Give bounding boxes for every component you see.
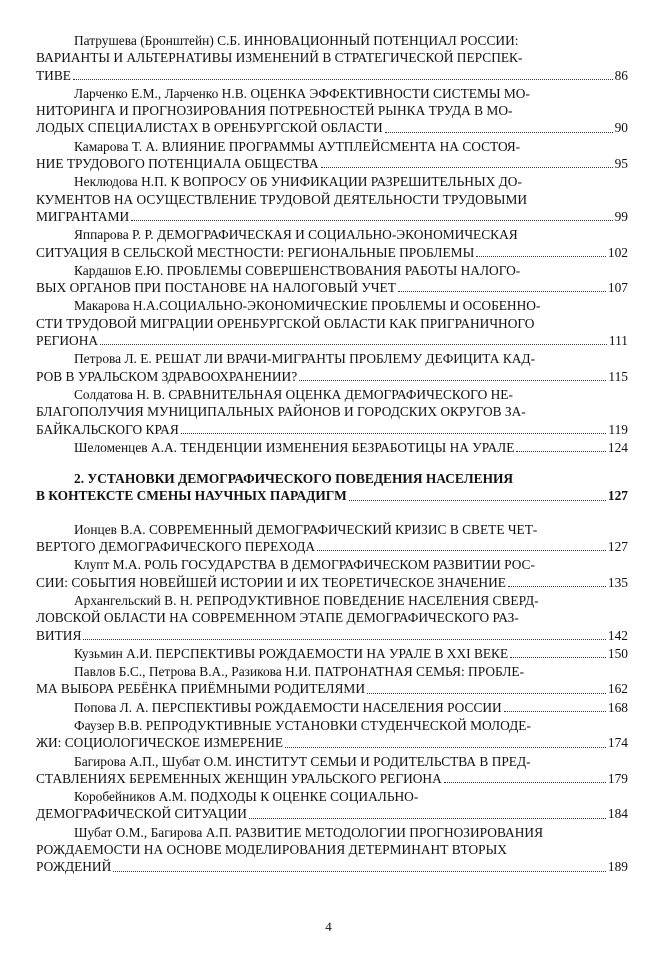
toc-entry bbox=[36, 350, 628, 385]
toc-entry-last-line bbox=[36, 421, 628, 438]
toc-entry-line: Павлов Б.С., Петрова В.А., Разикова Н.И. ПАТРОНАТНАЯ СЕМЬЯ: ПРОБЛЕ- bbox=[74, 664, 525, 680]
dot-leader bbox=[83, 638, 606, 640]
toc-entry bbox=[36, 138, 628, 173]
toc-entry-line: Камарова Т. А. ВЛИЯНИЕ ПРОГРАММЫ АУТПЛЕЙСМЕНТА НА СОСТОЯ- bbox=[74, 138, 521, 154]
table-of-contents bbox=[36, 32, 628, 877]
toc-entry-last-line bbox=[36, 770, 628, 787]
dot-leader bbox=[299, 379, 606, 381]
dot-leader bbox=[385, 131, 613, 133]
toc-entry-title-end: РЕГИОНА bbox=[36, 333, 99, 349]
section-heading bbox=[36, 470, 628, 505]
dot-leader bbox=[100, 343, 607, 345]
toc-entry-line: Солдатова Н. В. СРАВНИТЕЛЬНАЯ ОЦЕНКА ДЕМОГРАФИЧЕСКОГО НЕ- bbox=[74, 386, 513, 402]
page-ref: 124 bbox=[607, 439, 628, 455]
page-ref: 174 bbox=[607, 735, 628, 751]
page-ref: 142 bbox=[607, 627, 628, 643]
dot-leader bbox=[317, 549, 606, 551]
toc-entry-line: Багирова А.П., Шубат О.М. ИНСТИТУТ СЕМЬИ И РОДИТЕЛЬСТВА В ПРЕД- bbox=[74, 753, 531, 769]
dot-leader bbox=[504, 710, 606, 712]
toc-entry-title-end: ВИТИЯ bbox=[36, 627, 82, 643]
page-ref: 119 bbox=[608, 421, 628, 437]
section-heading-line: 2. УСТАНОВКИ ДЕМОГРАФИЧЕСКОГО ПОВЕДЕНИЯ НАСЕЛЕНИЯ bbox=[74, 471, 514, 487]
toc-entry-last-line bbox=[36, 368, 628, 385]
toc-entry-line: Ионцев В.А. СОВРЕМЕННЫЙ ДЕМОГРАФИЧЕСКИЙ КРИЗИС В СВЕТЕ ЧЕТ- bbox=[74, 521, 538, 537]
page-ref: 102 bbox=[607, 244, 628, 260]
page-number: 4 bbox=[325, 919, 332, 934]
dot-leader bbox=[367, 692, 606, 694]
toc-entry-last-line bbox=[36, 805, 628, 822]
toc-entry-line: БЛАГОПОЛУЧИЯ МУНИЦИПАЛЬНЫХ РАЙОНОВ И ГОРОДСКИХ ОКРУГОВ ЗА- bbox=[36, 404, 526, 420]
toc-entry bbox=[36, 753, 628, 788]
toc-entry bbox=[36, 521, 628, 556]
toc-entry-title-end: Попова Л. А. ПЕРСПЕКТИВЫ РОЖДАЕМОСТИ НАСЕЛЕНИЯ РОССИИ bbox=[74, 699, 502, 715]
toc-entry-line: ЛОВСКОЙ ОБЛАСТИ НА СОВРЕМЕННОМ ЭТАПЕ ДЕМОГРАФИЧЕСКОГО РАЗ- bbox=[36, 610, 519, 626]
toc-list-part-1 bbox=[36, 32, 628, 456]
toc-entry bbox=[36, 85, 628, 137]
toc-entry-line: Клупт М.А. РОЛЬ ГОСУДАРСТВА В ДЕМОГРАФИЧЕСКОМ РАЗВИТИИ РОС- bbox=[74, 557, 535, 573]
toc-entry-title-end: СИИ: СОБЫТИЯ НОВЕЙШЕЙ ИСТОРИИ И ИХ ТЕОРЕТИЧЕСКОЕ ЗНАЧЕНИЕ bbox=[36, 574, 506, 590]
toc-entry-line: Неклюдова Н.П. К ВОПРОСУ ОБ УНИФИКАЦИИ РАЗРЕШИТЕЛЬНЫХ ДО- bbox=[74, 174, 522, 190]
dot-leader bbox=[113, 870, 606, 872]
toc-entry-title-end: СТАВЛЕНИЯХ БЕРЕМЕННЫХ ЖЕНЩИН УРАЛЬСКОГО РЕГИОНА bbox=[36, 770, 442, 786]
toc-entry-title-end: Кузьмин А.И. ПЕРСПЕКТИВЫ РОЖДАЕМОСТИ НА УРАЛЕ В XXI ВЕКЕ bbox=[74, 645, 509, 661]
page-ref: 86 bbox=[614, 67, 628, 83]
dot-leader bbox=[249, 817, 606, 819]
toc-entry-last-line bbox=[36, 67, 628, 84]
toc-entry-last-line bbox=[36, 439, 628, 456]
toc-entry-title-end: Шеломенцев А.А. ТЕНДЕНЦИИ ИЗМЕНЕНИЯ БЕЗРАБОТИЦЫ НА УРАЛЕ bbox=[74, 439, 515, 455]
page-ref: 99 bbox=[614, 208, 628, 224]
dot-leader bbox=[285, 746, 606, 748]
toc-list-part-2 bbox=[36, 521, 628, 876]
toc-entry bbox=[36, 592, 628, 644]
toc-entry-line: СТИ ТРУДОВОЙ МИГРАЦИИ ОРЕНБУРГСКОЙ ОБЛАСТИ КАК ПРИГРАНИЧНОГО bbox=[36, 315, 535, 331]
toc-entry-line: Фаузер В.В. РЕПРОДУКТИВНЫЕ УСТАНОВКИ СТУДЕНЧЕСКОЙ МОЛОДЕ- bbox=[74, 717, 531, 733]
toc-entry bbox=[36, 173, 628, 225]
page-ref: 127 bbox=[607, 488, 628, 504]
dot-leader bbox=[181, 432, 607, 434]
page-ref: 168 bbox=[607, 699, 628, 715]
toc-entry-last-line bbox=[36, 699, 628, 716]
toc-entry-last-line bbox=[36, 208, 628, 225]
toc-entry-title-end: ДЕМОГРАФИЧЕСКОЙ СИТУАЦИИ bbox=[36, 806, 247, 822]
dot-leader bbox=[476, 255, 606, 257]
toc-entry-title-end: БАЙКАЛЬСКОГО КРАЯ bbox=[36, 421, 179, 437]
section-heading-title: В КОНТЕКСТЕ СМЕНЫ НАУЧНЫХ ПАРАДИГМ bbox=[36, 488, 347, 504]
toc-entry-line: Кардашов Е.Ю. ПРОБЛЕМЫ СОВЕРШЕНСТВОВАНИЯ РАБОТЫ НАЛОГО- bbox=[74, 262, 521, 278]
toc-entry bbox=[36, 297, 628, 349]
page-ref: 189 bbox=[607, 859, 628, 875]
page-ref: 162 bbox=[607, 681, 628, 697]
toc-entry bbox=[36, 699, 628, 716]
page-ref: 111 bbox=[608, 333, 628, 349]
toc-entry bbox=[36, 645, 628, 662]
dot-leader bbox=[131, 219, 612, 221]
toc-entry-line: Петрова Л. Е. РЕШАТ ЛИ ВРАЧИ-МИГРАНТЫ ПРОБЛЕМУ ДЕФИЦИТА КАД- bbox=[74, 351, 536, 367]
toc-entry bbox=[36, 439, 628, 456]
section-heading-last-line bbox=[36, 487, 628, 504]
toc-entry-last-line bbox=[36, 119, 628, 136]
toc-entry-title-end: ЖИ: СОЦИОЛОГИЧЕСКОЕ ИЗМЕРЕНИЕ bbox=[36, 735, 284, 751]
dot-leader bbox=[321, 166, 613, 168]
toc-entry-line: Патрушева (Бронштейн) С.Б. ИННОВАЦИОННЫЙ ПОТЕНЦИАЛ РОССИИ: bbox=[74, 33, 519, 48]
toc-entry-title-end: МА ВЫБОРА РЕБЁНКА ПРИЁМНЫМИ РОДИТЕЛЯМИ bbox=[36, 681, 366, 697]
page-ref: 90 bbox=[614, 120, 628, 136]
toc-entry-line: НИТОРИНГА И ПРОГНОЗИРОВАНИЯ ПОТРЕБНОСТЕЙ РЫНКА ТРУДА В МО- bbox=[36, 103, 513, 119]
page-ref: 179 bbox=[607, 770, 628, 786]
dot-leader bbox=[398, 290, 606, 292]
toc-entry-line: РОЖДАЕМОСТИ НА ОСНОВЕ МОДЕЛИРОВАНИЯ ДЕТЕРМИНАНТ ВТОРЫХ bbox=[36, 842, 507, 858]
toc-entry-line: КУМЕНТОВ НА ОСУЩЕСТВЛЕНИЕ ТРУДОВОЙ ДЕЯТЕЛЬНОСТИ ТРУДОВЫМИ bbox=[36, 191, 528, 207]
toc-entry-line: Ларченко Е.М., Ларченко Н.В. ОЦЕНКА ЭФФЕКТИВНОСТИ СИСТЕМЫ МО- bbox=[74, 85, 530, 101]
toc-entry-last-line bbox=[36, 244, 628, 261]
page-ref: 184 bbox=[607, 806, 628, 822]
toc-entry-line: Яппарова Р. Р. ДЕМОГРАФИЧЕСКАЯ И СОЦИАЛЬНО-ЭКОНОМИЧЕСКАЯ bbox=[74, 227, 518, 243]
toc-entry bbox=[36, 663, 628, 698]
toc-entry bbox=[36, 386, 628, 438]
page-ref: 127 bbox=[607, 539, 628, 555]
toc-entry-last-line bbox=[36, 734, 628, 751]
toc-entry-title-end: СИТУАЦИЯ В СЕЛЬСКОЙ МЕСТНОСТИ: РЕГИОНАЛЬНЫЕ ПРОБЛЕМЫ bbox=[36, 244, 475, 260]
toc-entry-title-end: НИЕ ТРУДОВОГО ПОТЕНЦИАЛА ОБЩЕСТВА bbox=[36, 156, 319, 172]
toc-entry-last-line bbox=[36, 574, 628, 591]
toc-entry bbox=[36, 32, 628, 84]
toc-entry-last-line bbox=[36, 538, 628, 555]
toc-entry-line: Архангельский В. Н. РЕПРОДУКТИВНОЕ ПОВЕДЕНИЕ НАСЕЛЕНИЯ СВЕРД- bbox=[74, 592, 539, 608]
toc-entry-title-end: РОЖДЕНИЙ bbox=[36, 859, 112, 875]
toc-entry bbox=[36, 717, 628, 752]
dot-leader bbox=[444, 781, 606, 783]
toc-entry bbox=[36, 226, 628, 261]
toc-entry bbox=[36, 262, 628, 297]
toc-entry-title-end: ТИВЕ bbox=[36, 67, 71, 83]
toc-entry-title-end: ВЫХ ОРГАНОВ ПРИ ПОСТАНОВЕ НА НАЛОГОВЫЙ УЧЕТ bbox=[36, 280, 396, 296]
toc-entry-last-line bbox=[36, 155, 628, 172]
page-ref: 135 bbox=[607, 574, 628, 590]
toc-entry-last-line bbox=[36, 645, 628, 662]
dot-leader bbox=[508, 585, 606, 587]
page-ref: 150 bbox=[607, 645, 628, 661]
dot-leader bbox=[510, 656, 606, 658]
toc-entry bbox=[36, 788, 628, 823]
toc-entry-last-line bbox=[36, 680, 628, 697]
toc-entry-last-line bbox=[36, 627, 628, 644]
dot-leader bbox=[73, 78, 613, 80]
page-ref: 95 bbox=[614, 156, 628, 172]
toc-entry bbox=[36, 824, 628, 876]
toc-entry-line: Шубат О.М., Багирова А.П. РАЗВИТИЕ МЕТОДОЛОГИИ ПРОГНОЗИРОВАНИЯ bbox=[74, 824, 543, 840]
toc-entry-title-end: ВЕРТОГО ДЕМОГРАФИЧЕСКОГО ПЕРЕХОДА bbox=[36, 539, 316, 555]
toc-entry-line: ВАРИАНТЫ И АЛЬТЕРНАТИВЫ ИЗМЕНЕНИЙ В СТРАТЕГИЧЕСКОЙ ПЕРСПЕК- bbox=[36, 50, 523, 66]
toc-entry-title-end: РОВ В УРАЛЬСКОМ ЗДРАВООХРАНЕНИИ? bbox=[36, 368, 298, 384]
toc-entry-last-line bbox=[36, 858, 628, 875]
dot-leader bbox=[516, 450, 605, 452]
toc-entry-last-line bbox=[36, 332, 628, 349]
toc-entry-last-line bbox=[36, 279, 628, 296]
toc-entry bbox=[36, 556, 628, 591]
dot-leader bbox=[349, 499, 606, 501]
page-ref: 115 bbox=[608, 368, 628, 384]
toc-entry-title-end: МИГРАНТАМИ bbox=[36, 208, 130, 224]
page-ref: 107 bbox=[607, 280, 628, 296]
toc-entry-title-end: ЛОДЫХ СПЕЦИАЛИСТАХ В ОРЕНБУРГСКОЙ ОБЛАСТИ bbox=[36, 120, 383, 136]
toc-entry-line: Коробейников А.М. ПОДХОДЫ К ОЦЕНКЕ СОЦИАЛЬНО- bbox=[74, 789, 419, 805]
toc-entry-line: Макарова Н.А.СОЦИАЛЬНО-ЭКОНОМИЧЕСКИЕ ПРОБЛЕМЫ И ОСОБЕННО- bbox=[74, 298, 541, 314]
